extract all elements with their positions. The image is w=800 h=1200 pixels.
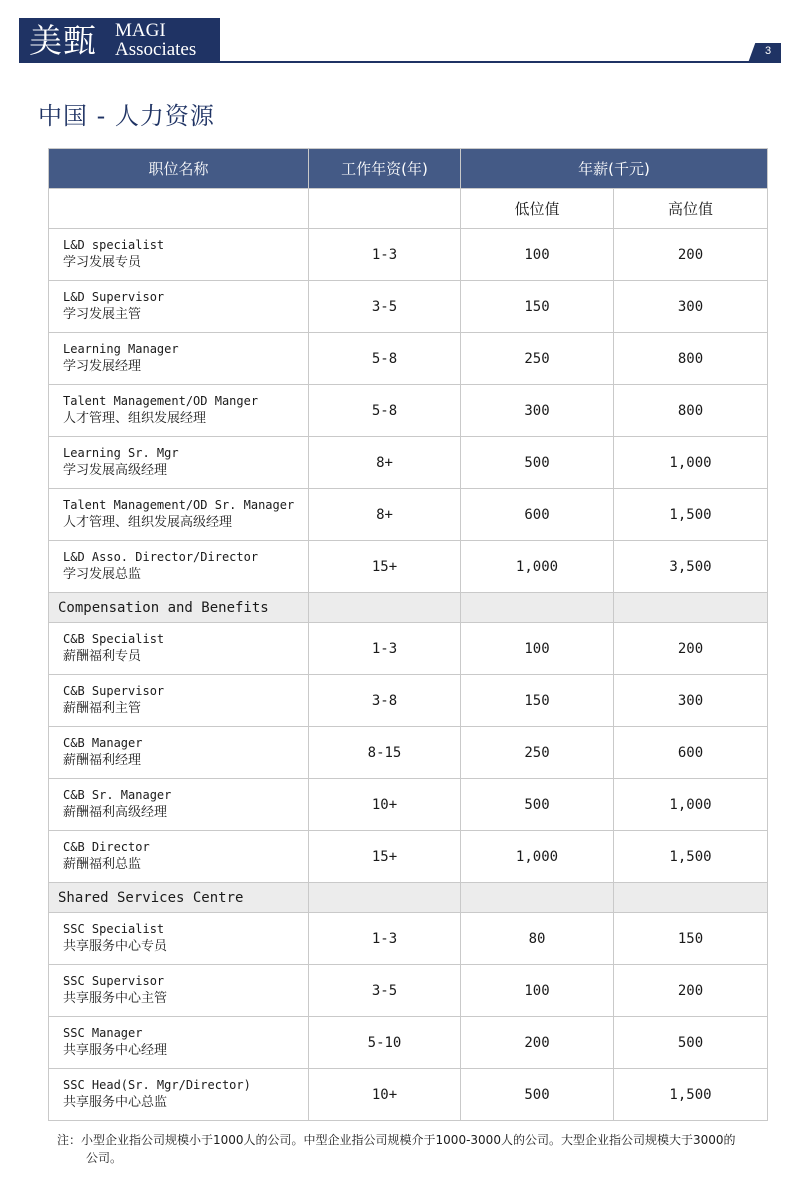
position-cell bbox=[49, 1069, 309, 1121]
position-chinese: 薪酬福利经理 bbox=[63, 753, 142, 768]
position-chinese: 学习发展专员 bbox=[63, 255, 142, 270]
section-row bbox=[49, 883, 768, 913]
position-chinese: 学习发展经理 bbox=[63, 359, 142, 374]
position-chinese: 薪酬福利专员 bbox=[63, 649, 142, 664]
position-english: Talent Management/OD Sr. Manager bbox=[63, 498, 295, 512]
salary-high-cell: 3,500 bbox=[614, 541, 768, 593]
salary-high-cell: 200 bbox=[614, 623, 768, 675]
position-cell bbox=[49, 489, 309, 541]
header-rule bbox=[220, 61, 780, 63]
position-cell bbox=[49, 965, 309, 1017]
salary-high-cell: 500 bbox=[614, 1017, 768, 1069]
table-row bbox=[49, 623, 768, 675]
position-english: SSC Manager bbox=[63, 1026, 143, 1040]
table-row bbox=[49, 229, 768, 281]
position-chinese: 学习发展主管 bbox=[63, 307, 142, 322]
salary-high-cell: 1,000 bbox=[614, 779, 768, 831]
salary-high-cell: 200 bbox=[614, 229, 768, 281]
footnote-text: 注：小型企业指公司规模小于1000人的公司。中型企业指公司规模介于1000-3000人的公司。大型企业指公司规模大于3000的公司。 bbox=[57, 1133, 736, 1165]
table-row bbox=[49, 965, 768, 1017]
header-experience: 工作年资(年) bbox=[309, 149, 461, 189]
position-english: C&B Director bbox=[63, 840, 150, 854]
experience-cell: 1-3 bbox=[309, 623, 461, 675]
experience-cell: 15+ bbox=[309, 831, 461, 883]
salary-high-cell: 200 bbox=[614, 965, 768, 1017]
position-chinese: 共享服务中心总监 bbox=[63, 1095, 168, 1110]
position-cell bbox=[49, 779, 309, 831]
experience-cell: 15+ bbox=[309, 541, 461, 593]
experience-cell: 5-8 bbox=[309, 333, 461, 385]
position-english: L&D Supervisor bbox=[63, 290, 165, 304]
position-english: Learning Manager bbox=[63, 342, 179, 356]
logo-chinese-name: 美甄 bbox=[29, 21, 97, 60]
table-row bbox=[49, 437, 768, 489]
experience-cell: 1-3 bbox=[309, 913, 461, 965]
position-cell bbox=[49, 727, 309, 779]
position-cell bbox=[49, 333, 309, 385]
position-cell bbox=[49, 385, 309, 437]
salary-low-cell: 1,000 bbox=[461, 831, 614, 883]
position-english: Talent Management/OD Manger bbox=[63, 394, 259, 408]
salary-low-cell: 1,000 bbox=[461, 541, 614, 593]
position-english: C&B Supervisor bbox=[63, 684, 165, 698]
table-row bbox=[49, 831, 768, 883]
position-chinese: 学习发展总监 bbox=[63, 567, 142, 582]
salary-high-cell: 600 bbox=[614, 727, 768, 779]
position-english: L&D Asso. Director/Director bbox=[63, 550, 259, 564]
header-low: 低位值 bbox=[461, 189, 614, 229]
table-row bbox=[49, 281, 768, 333]
table-header-row bbox=[49, 149, 768, 189]
section-label: Compensation and Benefits bbox=[49, 593, 309, 623]
salary-high-cell: 800 bbox=[614, 333, 768, 385]
table-row bbox=[49, 675, 768, 727]
position-chinese: 共享服务中心专员 bbox=[63, 939, 168, 954]
logo-english-line1: MAGI bbox=[115, 20, 166, 41]
page-title: 中国 - 人力资源 bbox=[38, 102, 215, 130]
logo-english-line2: Associates bbox=[115, 39, 197, 60]
table-subheader-row bbox=[49, 189, 768, 229]
position-cell bbox=[49, 1017, 309, 1069]
experience-cell: 5-10 bbox=[309, 1017, 461, 1069]
table-row bbox=[49, 333, 768, 385]
position-cell bbox=[49, 541, 309, 593]
logo bbox=[19, 18, 220, 63]
table-body bbox=[49, 229, 768, 1121]
salary-high-cell: 1,500 bbox=[614, 1069, 768, 1121]
salary-high-cell: 1,000 bbox=[614, 437, 768, 489]
position-english: C&B Manager bbox=[63, 736, 143, 750]
salary-low-cell: 150 bbox=[461, 675, 614, 727]
position-english: SSC Specialist bbox=[63, 922, 165, 936]
page-number: 3 bbox=[764, 45, 772, 57]
table-row bbox=[49, 489, 768, 541]
salary-table bbox=[48, 148, 768, 1121]
position-english: C&B Specialist bbox=[63, 632, 165, 646]
salary-low-cell: 200 bbox=[461, 1017, 614, 1069]
position-cell bbox=[49, 229, 309, 281]
experience-cell: 1-3 bbox=[309, 229, 461, 281]
header-position: 职位名称 bbox=[49, 149, 309, 189]
position-english: SSC Head(Sr. Mgr/Director) bbox=[63, 1078, 251, 1092]
table-row bbox=[49, 913, 768, 965]
position-english: SSC Supervisor bbox=[63, 974, 165, 988]
salary-low-cell: 100 bbox=[461, 623, 614, 675]
salary-low-cell: 100 bbox=[461, 229, 614, 281]
salary-high-cell: 800 bbox=[614, 385, 768, 437]
position-cell bbox=[49, 281, 309, 333]
experience-cell: 10+ bbox=[309, 779, 461, 831]
position-chinese: 共享服务中心主管 bbox=[63, 991, 168, 1006]
header-salary: 年薪(千元) bbox=[461, 149, 768, 189]
table-row bbox=[49, 1069, 768, 1121]
position-cell bbox=[49, 913, 309, 965]
salary-low-cell: 250 bbox=[461, 333, 614, 385]
table-row bbox=[49, 727, 768, 779]
position-chinese: 人才管理、组织发展经理 bbox=[63, 411, 207, 426]
salary-low-cell: 500 bbox=[461, 779, 614, 831]
section-row bbox=[49, 593, 768, 623]
section-label: Shared Services Centre bbox=[49, 883, 309, 913]
footnote bbox=[57, 1131, 747, 1167]
table-row bbox=[49, 779, 768, 831]
salary-high-cell: 150 bbox=[614, 913, 768, 965]
position-chinese: 人才管理、组织发展高级经理 bbox=[63, 515, 233, 530]
salary-low-cell: 100 bbox=[461, 965, 614, 1017]
salary-low-cell: 300 bbox=[461, 385, 614, 437]
position-chinese: 学习发展高级经理 bbox=[63, 463, 168, 478]
experience-cell: 8+ bbox=[309, 489, 461, 541]
salary-high-cell: 300 bbox=[614, 281, 768, 333]
salary-low-cell: 600 bbox=[461, 489, 614, 541]
position-chinese: 薪酬福利总监 bbox=[63, 857, 142, 872]
table-row bbox=[49, 1017, 768, 1069]
position-english: C&B Sr. Manager bbox=[63, 788, 172, 802]
salary-low-cell: 500 bbox=[461, 437, 614, 489]
salary-high-cell: 1,500 bbox=[614, 489, 768, 541]
position-chinese: 薪酬福利高级经理 bbox=[63, 805, 168, 820]
salary-low-cell: 500 bbox=[461, 1069, 614, 1121]
salary-low-cell: 150 bbox=[461, 281, 614, 333]
salary-low-cell: 250 bbox=[461, 727, 614, 779]
position-chinese: 薪酬福利主管 bbox=[63, 701, 142, 716]
position-english: Learning Sr. Mgr bbox=[63, 446, 179, 460]
position-english: L&D specialist bbox=[63, 238, 165, 252]
experience-cell: 5-8 bbox=[309, 385, 461, 437]
salary-low-cell: 80 bbox=[461, 913, 614, 965]
experience-cell: 3-5 bbox=[309, 281, 461, 333]
table-row bbox=[49, 541, 768, 593]
experience-cell: 8+ bbox=[309, 437, 461, 489]
salary-high-cell: 300 bbox=[614, 675, 768, 727]
table-row bbox=[49, 385, 768, 437]
position-cell bbox=[49, 623, 309, 675]
position-cell bbox=[49, 675, 309, 727]
header-high: 高位值 bbox=[614, 189, 768, 229]
position-cell bbox=[49, 831, 309, 883]
experience-cell: 8-15 bbox=[309, 727, 461, 779]
experience-cell: 3-8 bbox=[309, 675, 461, 727]
position-chinese: 共享服务中心经理 bbox=[63, 1043, 168, 1058]
experience-cell: 10+ bbox=[309, 1069, 461, 1121]
salary-high-cell: 1,500 bbox=[614, 831, 768, 883]
experience-cell: 3-5 bbox=[309, 965, 461, 1017]
position-cell bbox=[49, 437, 309, 489]
